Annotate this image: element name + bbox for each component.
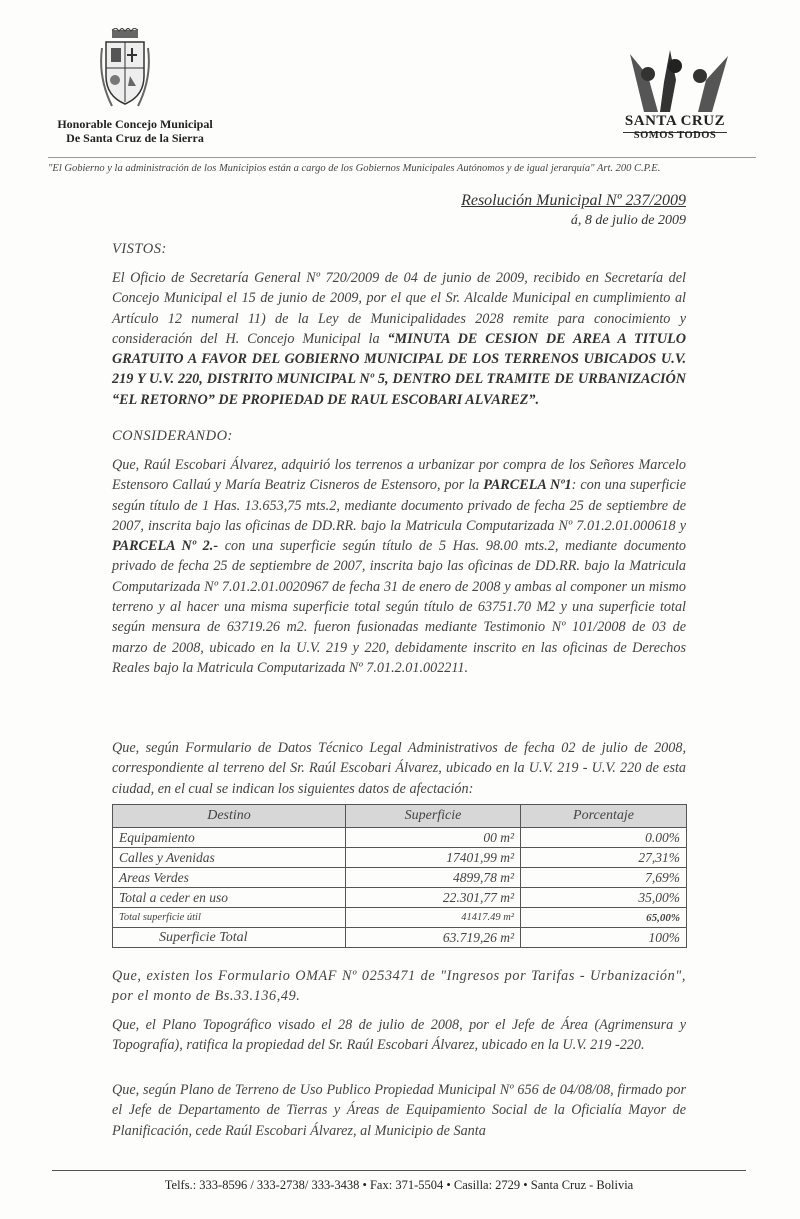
resolution-date: á, 8 de julio de 2009 <box>570 213 686 228</box>
header-divider <box>48 157 756 158</box>
superficie-value: 4899,78 <box>452 869 497 885</box>
superficie-value: 17401,99 <box>446 849 497 865</box>
vistos-text: El Oficio de Secretaría General Nº 720/2009 de 04 de junio de 2009, recibido en Secretaría del Concejo Municipal el 15 de junio de 2009, por el que el Sr. Alcalde Municipal en cumplimiento al Artículo 12 numeral 11) de la Ley de Municipalidades 2028 remite para conocimiento y consideración del H. Concejo Municipal la <box>112 270 686 347</box>
p1-text-a: Que, Raúl Escobari Álvarez, adquirió los terrenos a urbanizar por compra de los Señores Marcelo Estensoro Callaú y María Beatriz Cisneros de Estensoro, por la <box>112 457 686 494</box>
cell-destino: Calles y Avenidas <box>113 848 346 868</box>
cell-superficie <box>346 888 521 908</box>
p1-text-c: : con una superficie según título de 1 Has. 13.653,75 mts.2, mediante documento privado de fecha 25 de septiembre de 2007, inscrita bajo las oficinas de DD.RR. bajo la Matricula Computarizada Nº 7.01.2.01.000618 y <box>112 477 687 534</box>
cell-porcentaje: 0.00% <box>521 828 687 848</box>
table-row <box>113 868 687 888</box>
header-destino: Destino <box>113 805 346 828</box>
cell-destino: Total a ceder en uso <box>113 888 346 908</box>
unit: m² <box>500 829 514 845</box>
superficie-value: 22.301,77 <box>442 889 497 905</box>
table-row-total <box>113 928 687 948</box>
cell-porcentaje: 35,00% <box>521 888 687 908</box>
cell-superficie <box>346 828 521 848</box>
superficie-value: 00 <box>483 829 497 845</box>
coat-of-arms-icon <box>100 28 150 114</box>
unit: m² <box>503 912 514 923</box>
cell-superficie <box>346 908 521 928</box>
resolution-title: Resolución Municipal Nº 237/2009 <box>461 192 686 209</box>
considerando-paragraph-4: Que, el Plano Topográfico visado el 28 de julio de 2008, por el Jefe de Área (Agrimensura y Topografía), ratifica la propiedad del Sr. Raúl Escobari Álvarez, ubicado en la U.V. 219 -220. <box>112 1017 686 1054</box>
p1-text-e: con una superficie según título de 5 Has. 98.00 mts.2, mediante documento privado de fecha 25 de septiembre de 2007, inscrita bajo las oficinas de DD.RR. bajo la Matricula Computarizada Nº 7.01.2.01.0020967 de fecha 31 de enero de 2008 y ambas al componer un mismo terreno y al hacer una misma superficie total según título de 63751.70 M2 y una superficie total según mensura de 63719.26 m2. fueron fusionadas mediante Testimonio Nº 101/2008 de 03 de marzo de 2008, ubicado en la U.V. 219 y 220, debidamente inscrito en las oficinas de Derechos Reales bajo la Matricula Computarizada Nº 7.01.2.01.002211. <box>112 538 686 676</box>
constitution-quote: "El Gobierno y la administración de los Municipios están a cargo de los Gobiernos Municipales Autónomos y de igual jerarquía" Art. 200 C.P.E. <box>48 163 661 174</box>
council-name <box>40 117 230 145</box>
cell-porcentaje: 100% <box>521 928 687 948</box>
unit: m² <box>500 849 514 865</box>
cell-superficie <box>346 848 521 868</box>
logo-slogan: SOMOS TODOS <box>633 130 717 141</box>
council-name-line2: De Santa Cruz de la Sierra <box>66 131 204 145</box>
header-superficie: Superficie <box>346 805 521 828</box>
cell-destino: Superficie Total <box>113 928 346 948</box>
cell-superficie <box>346 868 521 888</box>
unit: m² <box>500 869 514 885</box>
cell-destino: Areas Verdes <box>113 868 346 888</box>
cell-porcentaje: 27,31% <box>521 848 687 868</box>
p1-parcela-1: PARCELA Nº1 <box>483 477 572 494</box>
vistos-heading: VISTOS: <box>112 241 167 257</box>
footer-divider <box>52 1170 746 1171</box>
cell-porcentaje: 65,00% <box>521 908 687 928</box>
unit: m² <box>500 929 514 945</box>
cell-destino: Equipamiento <box>113 828 346 848</box>
considerando-heading: CONSIDERANDO: <box>112 428 233 444</box>
table-header-row <box>113 805 687 828</box>
considerando-paragraph-5: Que, según Plano de Terreno de Uso Publico Propiedad Municipal Nº 656 de 04/08/08, firmado por el Jefe de Departamento de Tierras y Áreas de Equipamiento Social de la Oficialía Mayor de Planificación, cede Raúl Escobari Álvarez, al Municipio de Santa <box>112 1082 686 1139</box>
vistos-bold-title: “MINUTA DE CESION DE AREA A TITULO GRATUITO A FAVOR DEL GOBIERNO MUNICIPAL DE LOS TERRENOS UBICADOS U.V. 219 Y U.V. 220, DISTRITO MUNICIPAL Nº 5, DENTRO DEL TRAMITE DE URBANIZACIÓN “EL RETORNO” DE PROPIEDAD DE RAUL ESCOBARI ALVAREZ”. <box>112 330 686 408</box>
p1-parcela-2: PARCELA Nº 2.- <box>112 538 219 555</box>
considerando-paragraph-1 <box>112 455 686 678</box>
table-row <box>113 848 687 868</box>
council-name-line1: Honorable Concejo Municipal <box>57 117 213 131</box>
cell-superficie <box>346 928 521 948</box>
table-row <box>113 908 687 928</box>
logo-name: SANTA CRUZ <box>624 113 726 129</box>
cell-destino: Total superficie útil <box>113 908 346 928</box>
footer-contact: Telfs.: 333-8596 / 333-2738/ 333-3438 • Fax: 371-5504 • Casilla: 2729 • Santa Cruz - Bolivia <box>164 1178 634 1192</box>
superficie-value: 41417.49 <box>461 912 501 923</box>
header-porcentaje: Porcentaje <box>521 805 687 828</box>
cell-porcentaje: 7,69% <box>521 868 687 888</box>
table-row <box>113 888 687 908</box>
unit: m² <box>500 889 514 905</box>
table-row <box>113 828 687 848</box>
superficie-value: 63.719,26 <box>442 929 497 945</box>
vistos-paragraph <box>112 268 686 410</box>
afectacion-table <box>112 804 687 948</box>
considerando-paragraph-3: Que, existen los Formulario OMAF Nº 0253471 de "Ingresos por Tarifas - Urbanización", por el monto de Bs.33.136,49. <box>112 968 686 1005</box>
considerando-paragraph-2: Que, según Formulario de Datos Técnico Legal Administrativos de fecha 02 de julio de 2008, correspondiente al terreno del Sr. Raúl Escobari Álvarez, ubicado en la U.V. 219 - U.V. 220 de esta ciudad, en el cual se indican los siguientes datos de afectación: <box>112 740 686 797</box>
